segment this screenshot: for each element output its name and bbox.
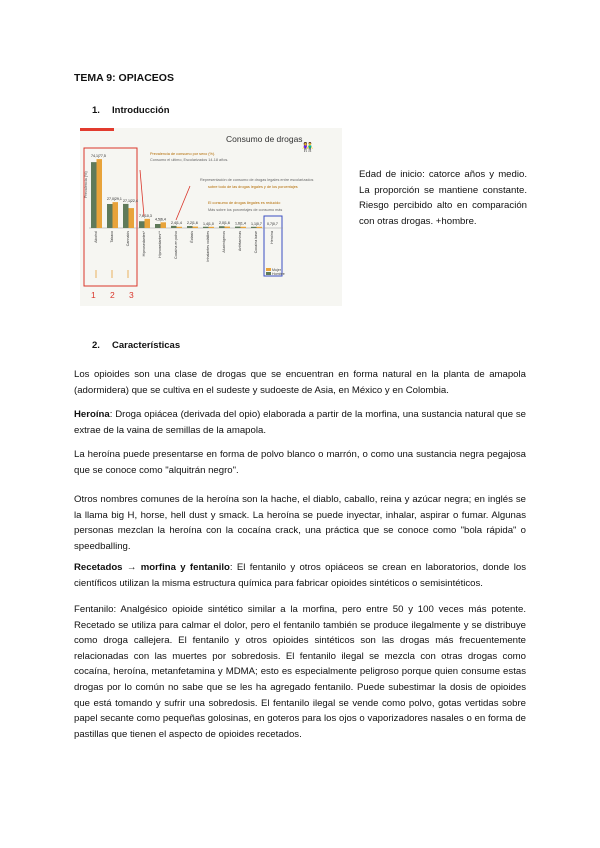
- term-recetados: Recetados → morfina y fentanilo: [74, 562, 230, 573]
- bar-hombre-1: [107, 204, 113, 228]
- intro-side-text: Edad de inicio: catorce años y medio. La proporción se mantiene constante. Riesgo percibido alto en comparación con otras drogas. +hombre.: [359, 169, 527, 227]
- category-label-6: Éxtasis: [190, 231, 194, 243]
- category-label-5: Cocaína en polvo: [174, 231, 178, 259]
- category-label-7: Inhalantes volátiles: [206, 231, 210, 262]
- paragraph-nombres: Otros nombres comunes de la heroína son la hache, el diablo, caballo, reina y azúcar negra; en inglés se la llama big H, horse, hell dust y smack. La heroína se puede inyectar, inhalar, aspirar o fumar. Algunas personas mezclan la heroína con la cocaína crack, una práctica que se conoce como "bola rápida" o speedballing.: [74, 494, 526, 552]
- chart-plot: [80, 128, 342, 306]
- chart-subtitle: Prevalencia de consumo por sexo (%).: [150, 152, 216, 156]
- y-axis-label: Prevalencia (%): [84, 171, 88, 198]
- legend-item-mujer: Mujer: [266, 268, 285, 272]
- category-label-11: Heroína: [270, 231, 274, 244]
- category-label-4: Hipnosedantes**: [158, 231, 162, 258]
- bar-mujer-3: [145, 219, 151, 228]
- bar-hombre-5: [171, 226, 177, 228]
- bar-value-label-11: 0,7|0,7: [267, 221, 278, 226]
- paragraph-opioides: Los opioides son una clase de drogas que se encuentran en forma natural en la planta de amapola (adormidera) que se cultiva en el sudeste y sudoeste de Asia, en México y en Colombia.: [74, 369, 526, 396]
- category-label-0: Alcohol: [94, 231, 98, 243]
- group-label-2: 2: [110, 290, 115, 300]
- bar-hombre-2: [123, 204, 129, 228]
- chart-note-2: sobre todo de las drogas legales y de los porcentajes: [208, 185, 298, 189]
- chart-title: Consumo de drogas: [226, 134, 303, 144]
- group-label-3: 3: [129, 290, 134, 300]
- bar-mujer-0: [97, 159, 103, 228]
- chart-note-3: El consumo de drogas ilegales es reducido: [208, 201, 281, 205]
- bar-mujer-2: [129, 208, 135, 228]
- paragraph-heroina-forma: La heroína puede presentarse en forma de polvo blanco o marrón, o como una sustancia negra pegajosa que se conoce como "alquitrán negro".: [74, 449, 526, 476]
- paragraph-recetados: [74, 560, 526, 591]
- heroina-definition: : Droga opiácea (derivada del opio) elaborada a partir de la morfina, una sustancia natural que se extrae de la vaina de semillas de la amapola.: [74, 409, 526, 436]
- chart-note-4: Más sobre los porcentajes de consumo más: [208, 208, 283, 212]
- chart-note-1: Representación de consumo de drogas legales entre escolarizados: [200, 178, 314, 182]
- group-label-1: 1: [91, 290, 96, 300]
- bar-mujer-8: [225, 227, 231, 228]
- recetados-definition: : El fentanilo y otros opiáceos se crean en laboratorios, donde los científicos utilizan la misma estructura química para fabricar opioides sintéticos o semisintéticos.: [74, 562, 527, 589]
- red-arrow-2: [176, 186, 190, 220]
- section-title: Características: [112, 340, 181, 351]
- section-heading-introduccion: [92, 105, 170, 116]
- bar-mujer-1: [113, 202, 119, 228]
- bar-hombre-9: [235, 227, 241, 228]
- bar-mujer-4: [161, 222, 167, 228]
- category-label-8: Alucinógenos: [222, 231, 226, 253]
- bar-value-label-5: 2,4|1,4: [171, 220, 182, 225]
- bar-value-label-0: 74,1|77,5: [91, 154, 106, 159]
- page-title: TEMA 9: OPIACEOS: [74, 72, 174, 84]
- section-number: 2.: [92, 340, 100, 351]
- term-heroina: Heroína: [74, 409, 110, 420]
- bar-hombre-4: [155, 224, 161, 228]
- section-title: Introducción: [112, 105, 170, 116]
- category-label-9: Anfetaminas: [238, 231, 242, 251]
- section-number: 1.: [92, 105, 100, 116]
- bar-value-label-2: 27,1|22,4: [123, 198, 138, 203]
- bar-value-label-4: 4,5|6,4: [155, 217, 166, 222]
- legend-item-hombre: Hombre: [266, 272, 285, 276]
- bar-hombre-10: [251, 227, 257, 228]
- section-heading-caracteristicas: [92, 340, 180, 351]
- bar-mujer-7: [209, 227, 215, 228]
- category-label-2: Cannabis: [126, 231, 130, 247]
- category-label-1: Tabaco: [110, 231, 114, 243]
- bar-hombre-8: [219, 226, 225, 228]
- bar-value-label-10: 1,1|0,7: [251, 221, 262, 226]
- paragraph-fentanilo: Fentanilo: Analgésico opioide sintético similar a la morfina, pero entre 50 y 100 veces más potente. Recetado se utiliza para calmar el dolor, pero el fentanilo también se produce ilegalmente y se distribuye como droga callejera. El fentanilo y otros opioides sintéticos son las drogas más frecuentemente relacionadas con las muertes por sobredosis. El fentanilo ilegal se mezcla con otras drogas como cocaína, heroína, metanfetamina y MDMA; esto es especialmente peligroso porque quien consume estas drogas por lo común no sabe que se les ha agregado fentanilo. Puede subestimar la dosis de opioides que está tomando y sufrir una sobredosis. El fentanilo ilegal se vende como polvo, gotas vertidas sobre papel secante como pequeñas golosinas, en goteros para los ojos o vaporizadores nasales o en forma de pastillas que tienen el aspecto de opioides recetados.: [74, 604, 526, 740]
- bar-mujer-5: [177, 227, 183, 228]
- category-label-10: Cocaína base: [254, 231, 258, 254]
- chart-legend: [266, 268, 285, 276]
- drug-consumption-chart: [80, 128, 342, 306]
- bar-hombre-7: [203, 227, 209, 228]
- bar-hombre-3: [139, 221, 145, 228]
- bar-value-label-6: 2,2|1,6: [187, 221, 198, 226]
- bar-mujer-9: [241, 227, 247, 228]
- paragraph-heroina: [74, 407, 526, 438]
- bar-value-label-8: 2,0|1,6: [219, 221, 230, 226]
- bar-value-label-1: 27,0|29,1: [107, 197, 122, 202]
- bar-mujer-6: [193, 227, 199, 228]
- category-label-3: Hipnosedantes*: [142, 231, 146, 257]
- bar-value-label-3: 7,6|10,3: [139, 213, 152, 218]
- bar-hombre-0: [91, 162, 97, 228]
- bar-hombre-6: [187, 226, 193, 228]
- people-icon: 👫: [302, 142, 314, 152]
- bar-mujer-10: [257, 227, 263, 228]
- red-arrow-1: [140, 170, 144, 216]
- chart-subtitle-2: Consumo el ultimo, Escolarizados 14-18 años.: [150, 158, 229, 162]
- bar-value-label-9: 1,6|1,4: [235, 221, 246, 226]
- bar-value-label-7: 1,4|1,0: [203, 221, 214, 226]
